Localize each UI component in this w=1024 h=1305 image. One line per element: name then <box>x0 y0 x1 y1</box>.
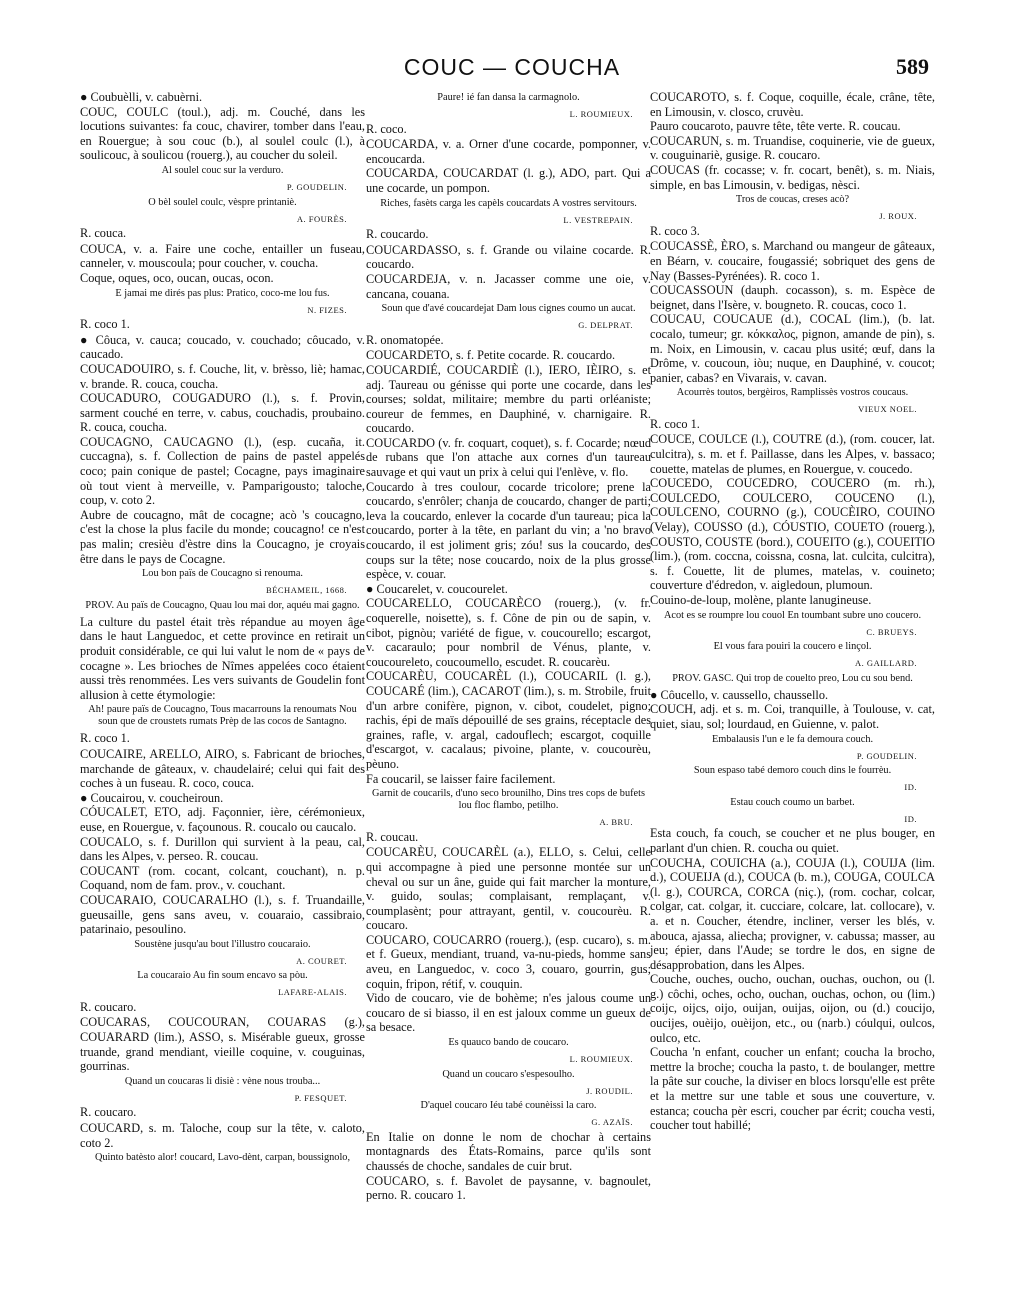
quotation-author: L. ROUMIEUX. <box>569 1054 633 1065</box>
dictionary-entry: COUCADURO, COUGADURO (l.), s. f. Provin, sarment couché en terre, v. cabus, couchadis, proubaino. R. couca, coucha. <box>80 391 365 435</box>
etymology-reference: R. coucaro. <box>80 999 137 1014</box>
quotation-author: L. ROUMIEUX. <box>569 109 633 119</box>
etymology-reference: R. coco 1. <box>650 416 700 431</box>
quotation-author: LAFARE-ALAIS. <box>278 987 347 998</box>
quotation: Estau couch coumo un barbet. <box>730 796 855 808</box>
quotation: O bèl soulel coulc, vèspre printaniè. <box>148 196 297 208</box>
dictionary-entry: ● Coucarelet, v. coucourelet. <box>366 581 508 596</box>
quotation-author: A. BRU. <box>599 817 633 828</box>
dictionary-entry: COUCARÈU, COUCARÈL (a.), ELLO, s. Celui, celle qui accompagne à pied une personne montée sur un cheval ou sur un âne, guide qui fait marcher la monture, v. guido, soulas; complaisant, remplaçant, v. coumplasènt; pour attrayant, gentil, v. coucourèu. R. coucaro. <box>366 845 651 933</box>
quotation-author: A. FOURÈS. <box>296 213 347 224</box>
quotation-author: L. VESTREPAIN. <box>563 214 633 225</box>
quotation-author: A. COURET. <box>296 955 347 966</box>
quotation-author: N. FIZES. <box>307 304 347 315</box>
quotation: Embalausis l'un e le fa demoura couch. <box>711 733 874 745</box>
quotation: Acot es se roumpre lou couol En toumbant subre uno coucero. <box>663 609 922 621</box>
quotation-author: P. GOUDELIN. <box>856 750 917 761</box>
dictionary-entry: COUCADOUIRO, s. f. Couche, lit, v. brèsso, liè; hamac, v. brande. R. couca, coucha. <box>80 361 365 391</box>
dictionary-entry: COUCH, adj. et s. m. Coi, tranquille, à Toulouse, v. cat, quiet, siau, sol; lourdaud, en Guienne, v. palot. <box>650 702 935 731</box>
quotation-author: J. ROUDIL. <box>586 1085 633 1096</box>
dictionary-entry: Pauro coucaroto, pauvre tête, tête verte. R. coucau. <box>650 119 901 134</box>
dictionary-entry: COUCARDASSO, s. f. Grande ou vilaine cocarde. R. coucardo. <box>366 242 651 272</box>
dictionary-entry: COUCARAS, COUCOURAN, COUARAS (g.), COUARARD (lim.), ASSO, s. Misérable gueux, grosse truande, grand mendiant, vieille coquine, v. couguinas, gourrinas. <box>80 1015 365 1074</box>
quotation-author: J. ROUX. <box>879 211 917 222</box>
quotation-author: BÉCHAMEIL, 1668. <box>266 585 347 596</box>
dictionary-entry: COUCE, COULCE (l.), COUTRE (d.), (rom. coucer, lat. culcitra), s. m. et f. Paillasse, dans les Alpes, v. bassaco; couette, matelas de plumes, en Rouergue, v. coucedo. <box>650 432 935 476</box>
quotation: Soustène jusqu'au bout l'illustro coucaraio. <box>134 938 311 950</box>
dictionary-entry: COUCARÈU, COUCARÈL (l.), COUCARIL (l. g.), COUCARÉ (lim.), CACAROT (lim.), s. m. Strobile, fruit d'un arbre conifère, pignon, v. cibot, coudelet, pigno; rachis, épi de maïs dépouillé de ses grains, réceptacle des graines, rafle, v. argal, cadouflech; escargot, coquille d'escargot, v. cacalaus; pivoine, plante, v. coucourèu, pèuno. <box>366 669 651 771</box>
column-right <box>650 90 935 1290</box>
quotation: El vous fara pouiri la coucero e linçol. <box>713 641 872 653</box>
quotation: Ah! paure païs de Coucagno, Tous macarrouns la renoumats Nou soun que de croustets rumats Prèp de las cocos de Santagno. <box>88 704 357 728</box>
dictionary-entry: COUCARO, s. f. Bavolet de paysanne, v. bagnoulet, perno. R. coucaro 1. <box>366 1173 651 1203</box>
etymology-reference: R. onomatopée. <box>366 332 444 347</box>
quotation: La coucaraio Au fin soum encavo sa pòu. <box>137 970 308 982</box>
dictionary-entry: ● Coucairou, v. coucheiroun. <box>80 790 224 805</box>
dictionary-entry: COUCAS (fr. cocasse; v. fr. cocart, benêt), s. m. Niais, simple, en bas Limousin, v. bedigas, nèsci. <box>650 162 935 192</box>
page-number: 589 <box>896 54 929 79</box>
quotation-author: VIEUX NOEL. <box>858 404 917 415</box>
dictionary-entry: ● Côucello, v. caussello, chaussello. <box>650 687 829 702</box>
dictionary-entry: COUCARDETO, s. f. Petite cocarde. R. coucardo. <box>366 348 616 363</box>
dictionary-entry: Aubre de coucagno, mât de cocagne; acò 's coucagno, c'est la chose la plus facile du monde; coucagno! ce n'est pas malin; cresièu d'èstre dins la Coucagno, je croyais être dans le pays de Cocagne. <box>80 507 365 566</box>
running-head: COUC — COUCHA <box>403 54 621 80</box>
dictionary-entry: Vido de coucaro, vie de bohème; n'es jalous coume un coucaro de si biasso, il en est jaloux comme un gueux de sa besace. <box>366 991 651 1035</box>
etymology-reference: R. coucardo. <box>366 227 429 242</box>
page-header <box>0 54 1024 84</box>
quotation-author: G. DELPRAT. <box>578 320 633 331</box>
dictionary-entry: COUCEDO, COUCEDRO, COUCERO (m. rh.), COULCEDO, COULCERO, COUCENO (l.), COULCENO, COURNO (g.), COUCÈIRO, COUINO (Velay), COUSSO (d.), CÓUSTIO, COUETO (rouerg.), COUSTO, COUSTE (bord.), COUEITO (g.), COUEITIO (lim.), (rom. coccna, coissna, cosna, lat. culcita, culcitra), s. f. Couette, lit de plumes, matelas, v. couineto; couverture d'édredon, v. aigledoun, plumoun. <box>650 476 935 593</box>
dictionary-entry: Coucha 'n enfant, coucher un enfant; coucha la brocho, mettre la broche; coucha la pasto, t. de boulanger, mettre la pâte sur couche, la diviser en blocs lorsqu'elle est prête et la mettre sur une table et sous une couverture, v. estanca; coucha pèr escri, coucher par écrit; coucha vesti, coucher tout habillé; <box>650 1045 935 1133</box>
quotation: Tros de coucas, creses acò? <box>735 194 850 206</box>
quotation-author: A. GAILLARD. <box>855 658 917 669</box>
dictionary-entry: Fa coucaril, se laisser faire facilement. <box>366 771 556 786</box>
column-left <box>80 90 365 1290</box>
dictionary-entry: COUCARO, COUCARRO (rouerg.), (esp. cucaro), s. m. et f. Gueux, mendiant, truand, va-nu-pieds, homme sans aveu, en Languedoc, v. coco 3, couaro, gourrin, gus; coquin, fripon, rétif, v. couquin. <box>366 932 651 991</box>
quotation: Paure! ié fan dansa la carmagnolo. <box>437 92 580 103</box>
dictionary-entry: COUCARDA, COUCARDAT (l. g.), ADO, part. Qui a une cocarde, un pompon. <box>366 166 651 195</box>
quotation: Riches, fasèts carga les capèls coucardats A vostres servitours. <box>380 197 637 209</box>
dictionary-entry: La culture du pastel était très répandue au moyen âge dans le haut Languedoc, et cette province en retirait un produit considérable, ce qui lui valut le nom de « pays de cocagne ». Les brioches de Nîmes appelées coco étaient aussi très renommées. Les vers suivants de Goudelin font allusion à cette étymologie: <box>80 614 365 702</box>
etymology-reference: R. couca. <box>80 226 127 241</box>
quotation: Quinto batèsto alor! coucard, Lavo-dènt, carpan, boussignolo, <box>94 1152 351 1164</box>
dictionary-entry: ● Coubuèlli, v. cabuèrni. <box>80 90 203 104</box>
etymology-reference: R. coco. <box>366 121 407 136</box>
quotation-author: ID. <box>904 782 917 793</box>
quotation: PROV. Au païs de Coucagno, Quau lou mai dor, aquéu mai gagno. <box>85 599 360 611</box>
dictionary-entry: COUCARDA, v. a. Orner d'une cocarde, pomponner, v. encoucarda. <box>366 137 651 166</box>
dictionary-entry: COUCARELLO, COUCARÈCO (rouerg.), (v. fr. coquerelle, noisette), s. f. Cône de pin ou de sapin, v. cibot, pignòu; variété de figue, v. coucourello; escargot, v. cacaraulo; pour nombril de Vénus, plante, v. coucoureleto, coucoumello, escudet. R. coucarèu. <box>366 596 651 669</box>
dictionary-entry: COUCARDIÉ, COUCARDIÈ (l.), IERO, IÈIRO, s. et adj. Taureau ou génisse qui porte une cocarde, dans les courses; soldat, militaire; membre du parti orléaniste; coureur de femmes, en Dauphiné, v. charnigaire. R. coucardo. <box>366 362 651 436</box>
etymology-reference: R. coucau. <box>366 829 419 844</box>
dictionary-entry: COUCAGNO, CAUCAGNO (l.), (esp. cucaña, it. cuccagna), s. f. Collection de pains de pastel appelés coco; pain conique de pastel; Cocagne, pays imaginaire où tout vient à merveille, v. Pamparigousto; taloche, coup, v. coto 2. <box>80 434 365 508</box>
quotation: PROV. GASC. Qui trop de couelto preo, Lou cu sou bend. <box>672 672 913 684</box>
dictionary-entry: En Italie on donne le nom de chochar à certains montagnards des États-Romains, parce qu'ils sont chaussés de choche, sandales de cuir brut. <box>366 1129 651 1173</box>
dictionary-entry: COUCAU, COUCAUE (d.), COCAL (lim.), (b. lat. cocalo, tumeur; gr. κόκκαλος, pignon, amande de pin), s. m. Noix, en Limousin, v. cacau plus usité; œuf, dans la Drôme, v. coucoun, iòu; nuque, en Dauphiné, v. coucot; panier, cabas? en Vivarais, v. cavan. <box>650 312 935 385</box>
column-middle <box>366 90 651 1290</box>
quotation-author: G. AZAÏS. <box>591 1117 633 1128</box>
dictionary-entry: Coque, oques, oco, oucan, oucas, ocon. <box>80 270 274 285</box>
dictionary-entry: COUCAIRE, ARELLO, AIRO, s. Fabricant de brioches, marchande de gâteaux, v. chaudelairé; celui qui fait des coches à un fuseau. R. coco, couca. <box>80 746 365 791</box>
quotation: Soun espaso tabé demoro couch dins le fourrèu. <box>693 765 892 777</box>
quotation: Quand un coucaro s'espesoulho. <box>442 1068 575 1080</box>
quotation-author: ID. <box>904 813 917 824</box>
dictionary-entry: Coucardo à tres coulour, cocarde tricolore; prene la coucardo, s'enrôler; chanja de coucardo, changer de parti; leva la coucardo, enlever la cocarde d'un taureau; pica la coucardo, porter à la tête, en parlant du vin; a 'no bravo coucardo, il est joliment gris; zóu! sus la coucardo, des coups sur la tête; nose coucardo, noix de la plus grosse espèce, v. couar. <box>366 479 651 582</box>
etymology-reference: R. coco 3. <box>650 223 700 238</box>
dictionary-entry: COUCHA, COUICHA (a.), COUJA (l.), COUIJA (lim. d.), COUEIJA (d.), COUCA (b. m.), COUGA, COULCA (l. g.), COURCA, CORCA (niç.), (rom. cochar, colcar, colgar, cat. colgar, it. cucciare, colcare, lat. collocare), v. a. et n. Coucher, étendre, incliner, verser les blés, v. abouca, ajassa, aliecha; provigner, v. cabussa; masser, au jeu; épier, dans l'Aude; se tordre le dos, en signe de désapprobation, dans les Alpes. <box>650 855 935 972</box>
dictionary-entry: COUCARDEJA, v. n. Jacasser comme une oie, v. cancana, couana. <box>366 271 651 301</box>
etymology-reference: R. coco 1. <box>80 731 130 746</box>
etymology-reference: R. coco 1. <box>80 317 130 332</box>
dictionary-entry: COUCASSOUN (dauph. cocasson), s. m. Espèce de beignet, dans l'Isère, v. bougneto. R. coucas, coco 1. <box>650 283 935 312</box>
dictionary-entry: Couino-de-loup, molène, plante lanugineuse. <box>650 593 872 607</box>
dictionary-entry: COUCAROTO, s. f. Coque, coquille, écale, crâne, tête, en Limousin, v. closco, cruvèu. <box>650 90 935 119</box>
dictionary-entry: COUCANT (rom. cocant, colcant, couchant), n. p. Coquand, nom de fam. prov., v. couchant. <box>80 863 365 893</box>
quotation: Quand un coucaras li disiè : vène nous trouba... <box>124 1075 321 1087</box>
dictionary-entry: COUCARAIO, COUCARALHO (l.), s. f. Truandaille, gueusaille, gens sans aveu, v. couaraio, cassibraio, patarinaio, pesoulino. <box>80 892 365 937</box>
quotation: D'aquel coucaro Iéu tabé counèissi la caro. <box>420 1100 597 1112</box>
quotation: Es quauco bando de coucaro. <box>448 1037 569 1049</box>
quotation-author: C. BRUEYS. <box>866 626 917 637</box>
dictionary-entry: ● Côuca, v. cauca; coucado, v. couchado; côucado, v. caucado. <box>80 332 365 362</box>
quotation: Soun que d'avé coucardejat Dam lous cignes coumo un aucat. <box>381 303 636 315</box>
dictionary-entry: COUCALO, s. f. Durillon qui survient à la peau, cal, dans les Alpes, v. perseo. R. coucau. <box>80 834 365 864</box>
dictionary-entry: COUCARUN, s. m. Truandise, coquinerie, vie de gueux, v. couguinariè, gusige. R. coucaro. <box>650 133 935 163</box>
dictionary-entry: COUCASSÈ, ÈRO, s. Marchand ou mangeur de gâteaux, en Béarn, v. coucaire, fougassié; sobriquet des gens de Nay (Basses-Pyrénées). R. coco 1. <box>650 239 935 283</box>
quotation-author: P. FESQUET. <box>294 1092 347 1103</box>
quotation: E jamai me dirés pas plus: Pratico, coco-me lou fus. <box>115 287 330 299</box>
quotation: Al soulel couc sur la verduro. <box>161 164 284 176</box>
dictionary-entry: Couche, ouches, oucho, ouchan, ouchas, ouchon, ou (l. g.) côchi, oches, ocho, ouchan, ouchas, ochon, ou (lim.) coijc, oijcs, oijo, ouijan, ouijas, oijon, ou (d.) coucijo, oucijes, ouèijo, ouèijon, etc., ou (narb.) cóulqui, oulcos, oulco, etc. <box>650 972 935 1045</box>
dictionary-entry: COUCARD, s. m. Taloche, coup sur la tête, v. caloto, coto 2. <box>80 1121 365 1150</box>
dictionary-entry: CÓUCALET, ETO, adj. Façonnier, ière, cérémonieux, euse, en Rouergue, v. façounous. R. coucalo ou caucalo. <box>80 805 365 834</box>
etymology-reference: R. coucaro. <box>80 1105 137 1120</box>
dictionary-entry: Esta couch, fa couch, se coucher et ne plus bouger, en parlant d'un chien. R. coucha ou quiet. <box>650 826 935 855</box>
quotation: Acourrès toutos, bergèiros, Ramplissès vostros coucaus. <box>676 387 909 399</box>
quotation-author: P. GOUDELIN. <box>286 181 347 192</box>
quotation: Garnit de coucarils, d'uno seco brounilho, Dins tres cops de bufets lou floc flambo, petilho. <box>372 788 645 812</box>
dictionary-entry: COUC, COULC (toul.), adj. m. Couché, dans les locutions suivantes: fa couc, chavirer, tomber dans l'eau, en Rouergue; à sou couc (b.), al soulel coulc (l.), à soulicouc, à soulicou (rouerg.), au coucher du soleil. <box>80 104 365 163</box>
quotation: Lou bon païs de Coucagno si renouma. <box>142 568 303 580</box>
dictionary-entry: COUCA, v. a. Faire une coche, entailler un fuseau, canneler, v. mouscoula; pour coucher, v. coucha. <box>80 241 365 271</box>
dictionary-entry: COUCARDO (v. fr. coquart, coquet), s. f. Cocarde; nœud de rubans que l'on attache aux cornes d'un taureau sauvage et qui vaut un prix à celui qui l'enlève, v. flo. <box>366 435 651 480</box>
